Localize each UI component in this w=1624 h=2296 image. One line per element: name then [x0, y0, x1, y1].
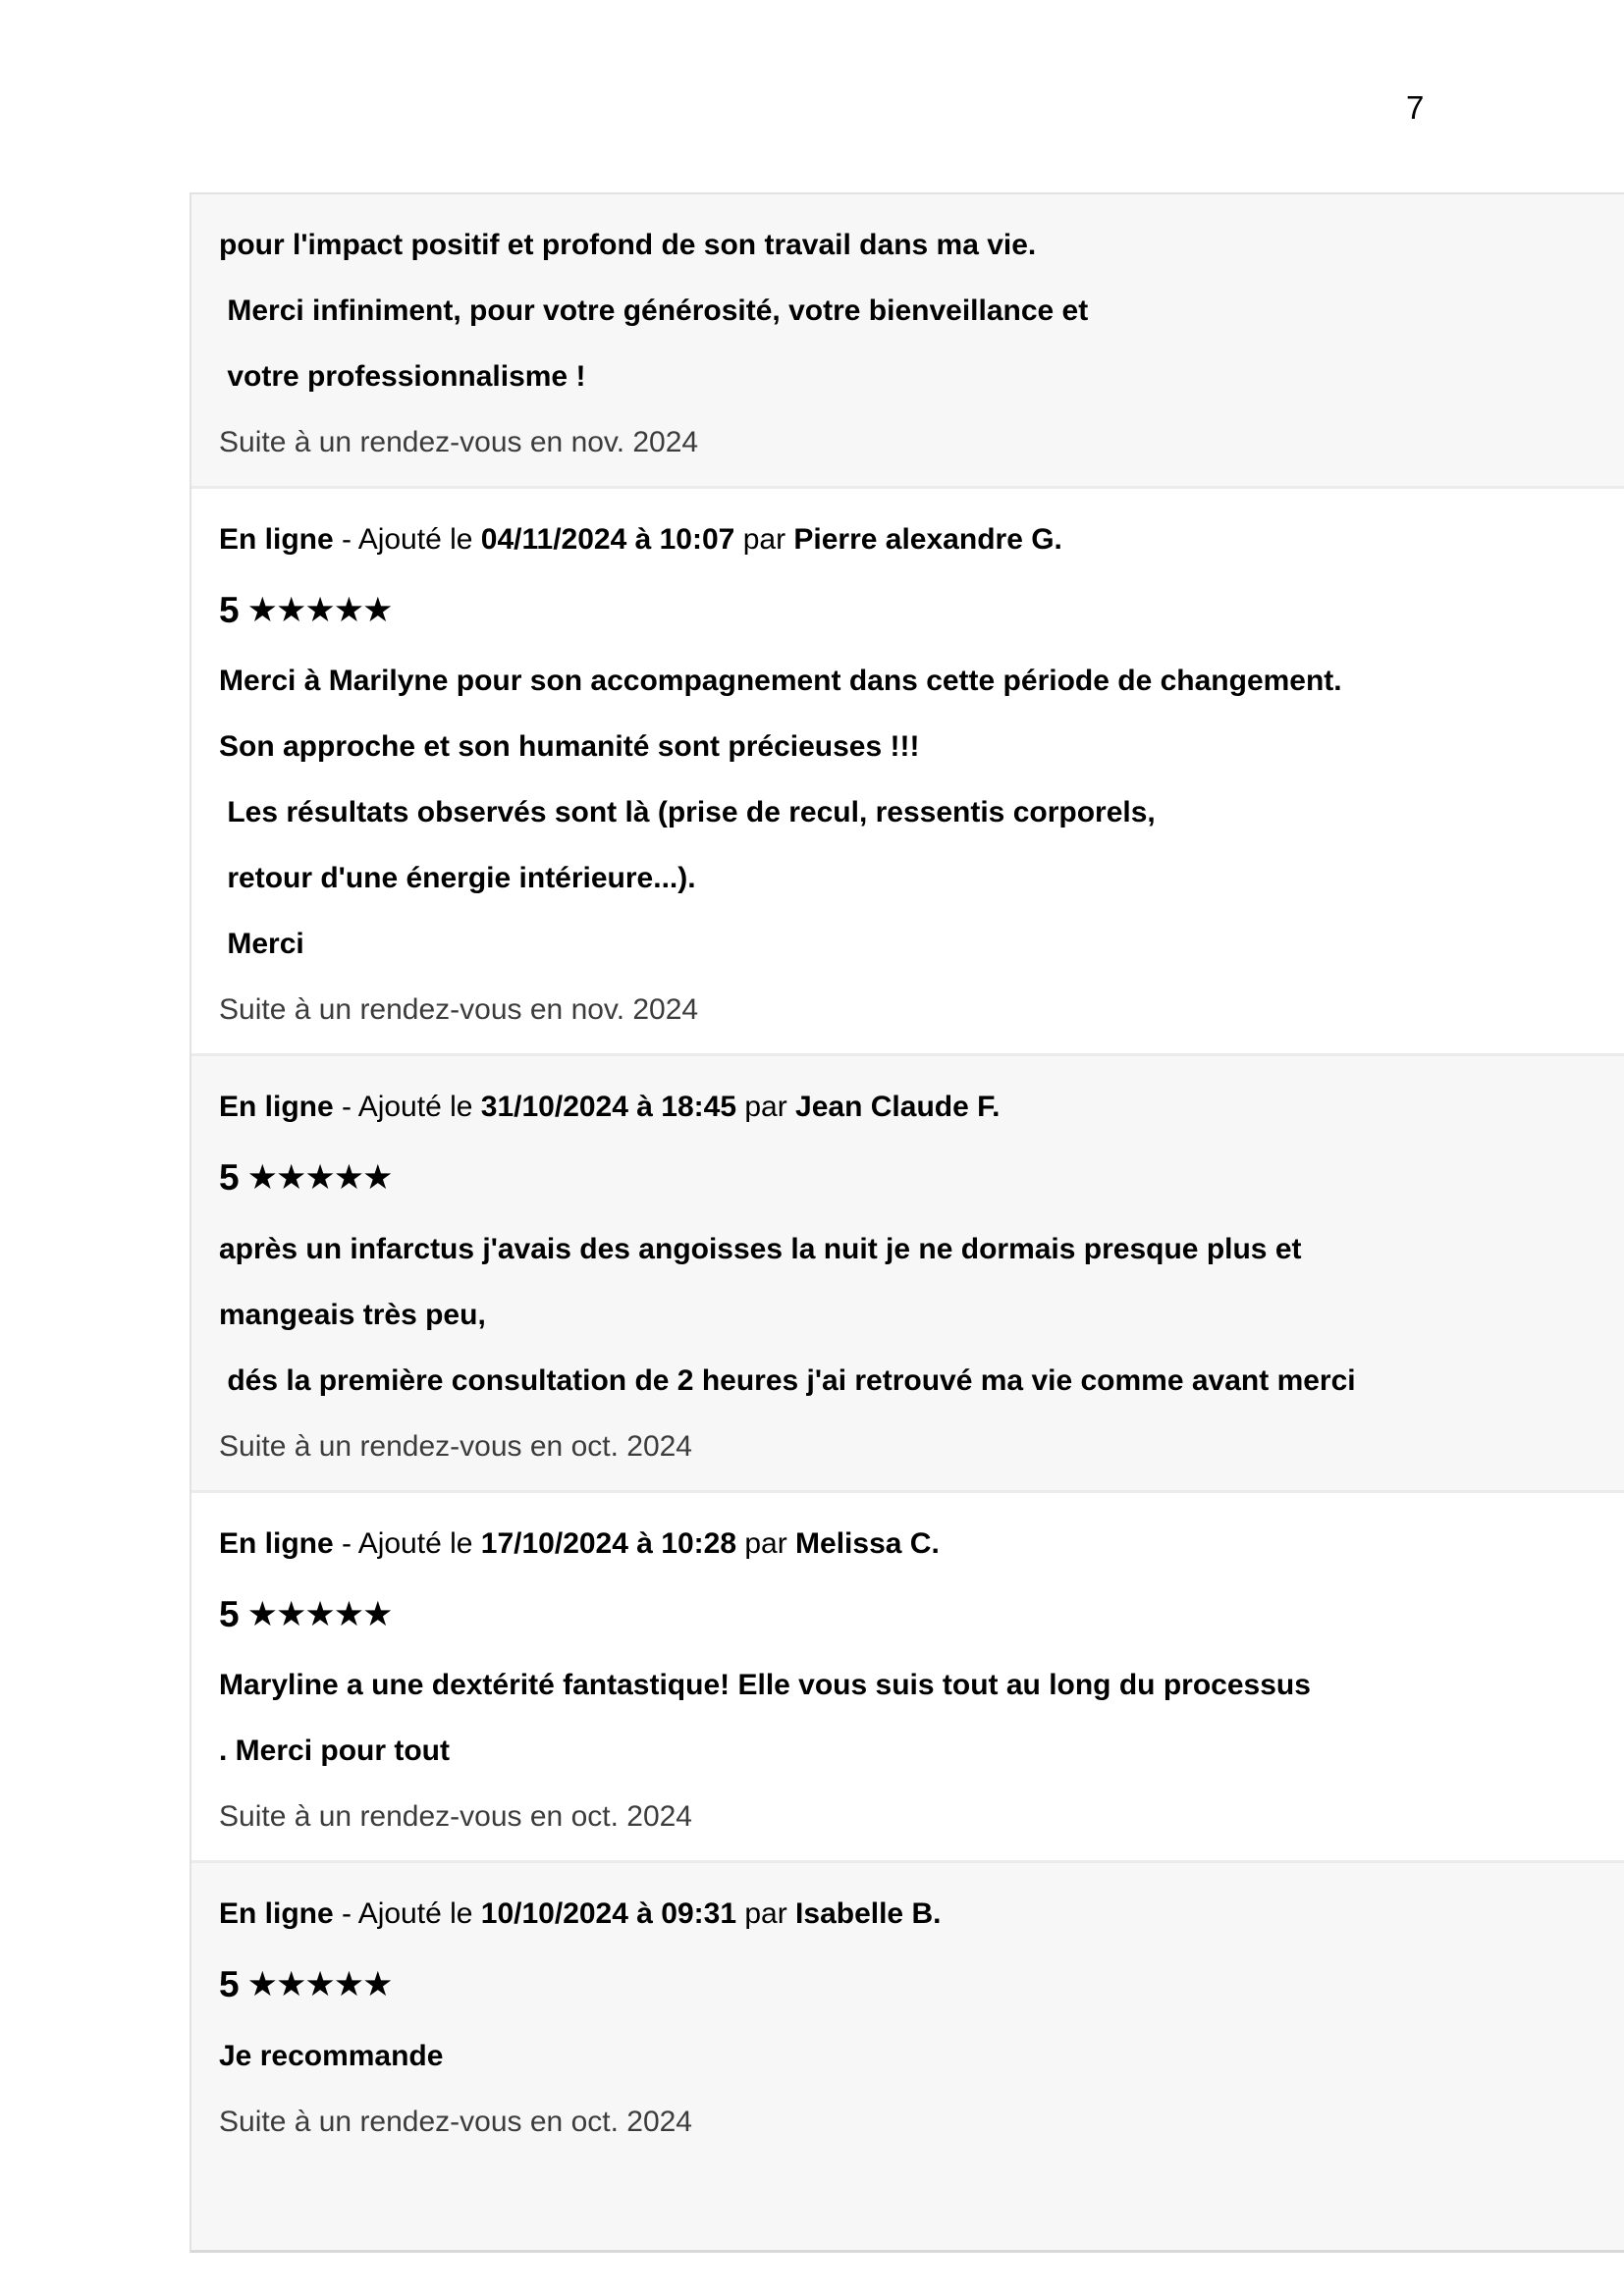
review-datetime: 10/10/2024 à 09:31: [480, 1897, 737, 1931]
review-text-line: Merci à Marilyne pour son accompagnement dans cette période de changement.: [219, 665, 1342, 698]
rating-score: 5: [219, 590, 240, 630]
review-text-line: Les résultats observés sont là (prise de recul, ressentis corporels,: [219, 796, 1156, 829]
added-label: - Ajouté le: [333, 1091, 481, 1124]
star-icons: ★★★★★: [246, 1965, 392, 2004]
rating-score: 5: [219, 1157, 240, 1199]
review-block-4: [191, 1490, 1624, 1860]
review-author: Melissa C.: [795, 1526, 940, 1560]
rating-score: 5: [219, 1964, 240, 2005]
review-text-line: Merci infiniment, pour votre générosité, votre bienveillance et: [219, 294, 1089, 327]
appointment-note: Suite à un rendez-vous en oct. 2024: [219, 1800, 692, 1834]
par-label: par: [736, 1091, 796, 1124]
review-block-2: [191, 486, 1624, 1053]
review-text-line: votre professionnalisme !: [219, 360, 586, 393]
review-text-line: . Merci pour tout: [219, 1735, 450, 1768]
review-text-line: retour d'une énergie intérieure...).: [219, 862, 696, 895]
review-header: [219, 1090, 1585, 1125]
appointment-note: Suite à un rendez-vous en nov. 2024: [219, 993, 699, 1027]
review-header: [219, 1896, 1585, 1932]
added-label: - Ajouté le: [333, 1526, 481, 1560]
review-text-line: mangeais très peu,: [219, 1298, 486, 1331]
rating: [219, 1156, 1585, 1200]
review-block-3: [191, 1053, 1624, 1489]
review-author: Pierre alexandre G.: [793, 523, 1062, 556]
par-label: par: [736, 1526, 796, 1560]
appointment-note: Suite à un rendez-vous en oct. 2024: [219, 2105, 692, 2138]
review-text-line: Merci: [219, 928, 304, 961]
rating-score: 5: [219, 1593, 240, 1634]
review-header: [219, 522, 1585, 558]
review-text-line: Maryline a une dextérité fantastique! Elle vous suis tout au long du processus: [219, 1669, 1311, 1702]
review-author: Jean Claude F.: [795, 1091, 1001, 1124]
star-icons: ★★★★★: [246, 591, 392, 629]
review-header: [219, 1526, 1585, 1562]
review-text-line: Son approche et son humanité sont précieuses !!!: [219, 730, 920, 764]
rating: [219, 1593, 1585, 1636]
reviews-container: [189, 192, 1624, 2253]
appointment-note: Suite à un rendez-vous en oct. 2024: [219, 1429, 692, 1463]
star-icons: ★★★★★: [246, 1158, 392, 1198]
review-channel: En ligne: [219, 1526, 334, 1560]
review-text-line: dés la première consultation de 2 heures j'ai retrouvé ma vie comme avant merci: [219, 1363, 1356, 1397]
added-label: - Ajouté le: [333, 1897, 481, 1931]
review-datetime: 31/10/2024 à 18:45: [480, 1091, 737, 1124]
review-channel: En ligne: [219, 523, 334, 556]
par-label: par: [734, 523, 794, 556]
rating: [219, 589, 1585, 632]
review-text-line: pour l'impact positif et profond de son travail dans ma vie.: [219, 229, 1037, 261]
appointment-note: Suite à un rendez-vous en nov. 2024: [219, 426, 699, 458]
review-channel: En ligne: [219, 1091, 334, 1124]
review-datetime: 17/10/2024 à 10:28: [480, 1526, 737, 1560]
review-channel: En ligne: [219, 1897, 334, 1931]
rating: [219, 1963, 1585, 2006]
review-text-line: après un infarctus j'avais des angoisses la nuit je ne dormais presque plus et: [219, 1232, 1302, 1265]
star-icons: ★★★★★: [246, 1594, 392, 1633]
review-text-line: Je recommande: [219, 2039, 444, 2072]
review-datetime: 04/11/2024 à 10:07: [480, 523, 735, 556]
review-block-5: [191, 1860, 1624, 2249]
par-label: par: [736, 1897, 796, 1931]
page-number: 7: [1406, 89, 1425, 126]
review-author: Isabelle B.: [795, 1897, 942, 1931]
added-label: - Ajouté le: [333, 523, 481, 556]
review-block-1: [191, 194, 1624, 486]
